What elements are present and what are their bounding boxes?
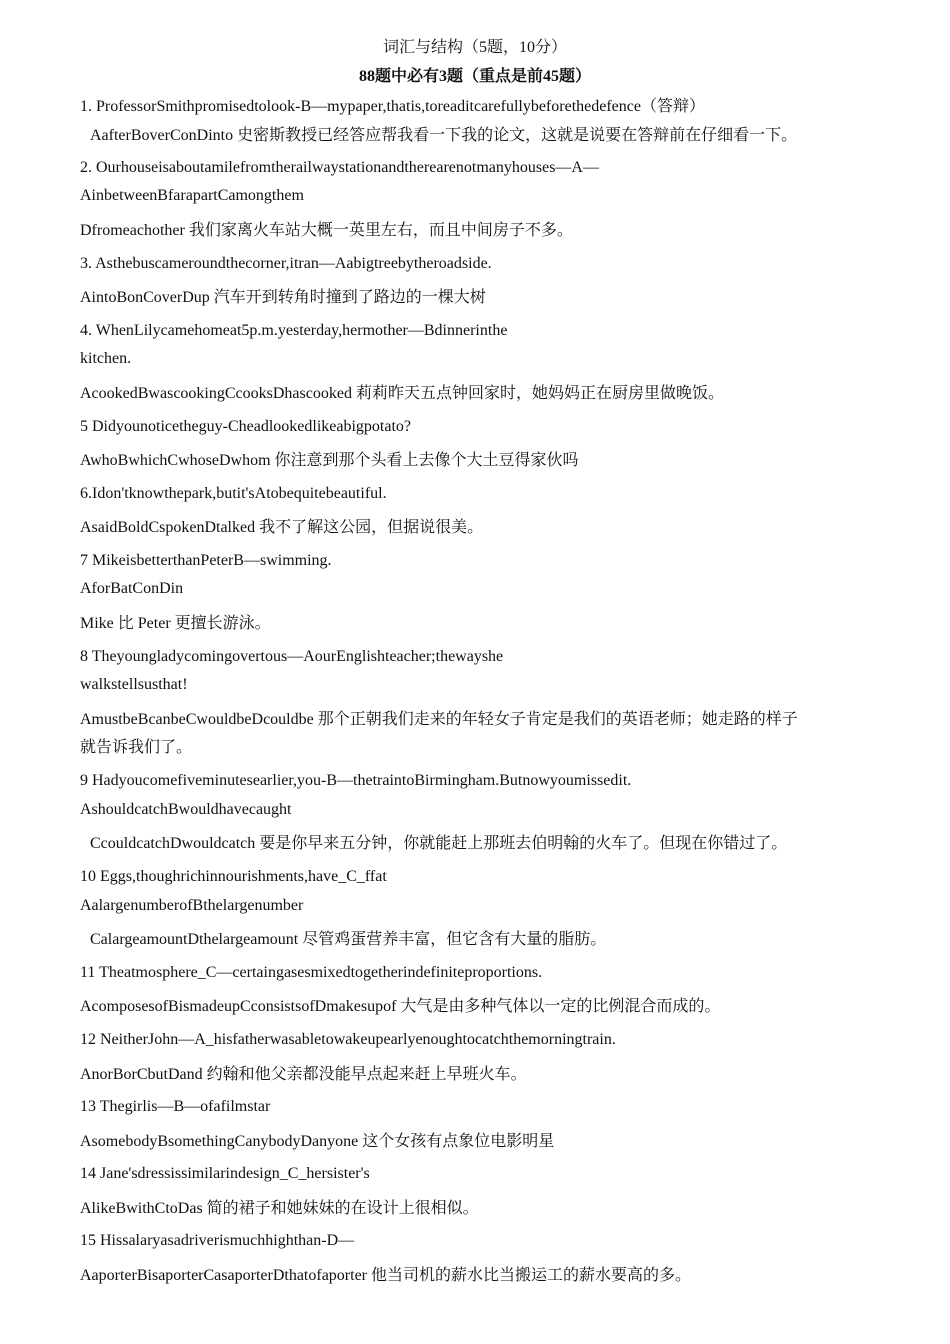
question-4: 4. WhenLilycamehomeat5p.m.yesterday,hermother—Bdinnerinthe — [80, 322, 508, 339]
page-subtitle: 88题中必有3题（重点是前45题） — [358, 68, 591, 85]
question-9: 9 Hadyoucomefiveminutesearlier,you-B—thetraintoBirmingham.Butnowyoumissedit. — [80, 772, 632, 789]
question-11: 11 Theatmosphere_C—certaingasesmixedtogetherindefiniteproportions. — [80, 964, 543, 981]
question-5: 5 Didyounoticetheguy-Cheadlookedlikeabigpotato? — [80, 418, 412, 435]
options-6: AsaidBoldCspokenDtalked 我不了解这公园，但据说很美。 — [80, 519, 484, 536]
options-5: AwhoBwhichCwhoseDwhom 你注意到那个头看上去像个大土豆得家伙吗 — [80, 452, 579, 469]
question-10: 10 Eggs,thoughrichinnourishments,have_C_ffat — [80, 868, 387, 885]
question-13: 13 Thegirlis—B—ofafilmstar — [80, 1098, 271, 1115]
options-2a: AinbetweenBfarapartCamongthem — [80, 187, 304, 204]
options-13: AsomebodyBsomethingCanybodyDanyone 这个女孩有点象位电影明星 — [80, 1133, 555, 1150]
question-7: 7 MikeisbetterthanPeterB—swimming. — [80, 552, 332, 569]
options-4: AcookedBwascookingCcooksDhascooked 莉莉昨天五点钟回家时，她妈妈正在厨房里做晚饭。 — [80, 385, 724, 402]
question-2: 2. Ourhouseisaboutamilefromtherailwaystationandtherearenotmanyhouses—A— — [80, 159, 599, 176]
options-10b: CalargeamountDthelargeamount 尽管鸡蛋营养丰富，但它含有大量的脂肪。 — [90, 931, 607, 948]
options-12: AnorBorCbutDand 约翰和他父亲都没能早点起来赶上早班火车。 — [80, 1066, 527, 1083]
options-2b: Dfromeachother 我们家离火车站大概一英里左右，而且中间房子不多。 — [80, 222, 573, 239]
question-6: 6.Idon'tknowthepark,butit'sAtobequitebeautiful. — [80, 485, 387, 502]
options-15: AaporterBisaporterCasaporterDthatofaporter 他当司机的薪水比当搬运工的薪水要高的多。 — [80, 1267, 691, 1284]
question-1: 1. ProfessorSmithpromisedtolook-B—mypaper,thatis,toreaditcarefullybeforethedefence（答辩） — [80, 98, 705, 115]
options-8: AmustbeBcanbeCwouldbeDcouldbe 那个正朝我们走来的年轻女子肯定是我们的英语老师；她走路的样子 — [80, 711, 798, 728]
options-10a: AalargenumberofBthelargenumber — [80, 897, 304, 914]
question-4-cont: kitchen. — [80, 350, 132, 367]
options-9b: CcouldcatchDwouldcatch 要是你早来五分钟，你就能赶上那班去伯明翰的火车了。但现在你错过了。 — [90, 835, 788, 852]
options-1: AafterBoverConDinto 史密斯教授已经答应帮我看一下我的论文，这就是说要在答辩前在仔细看一下。 — [90, 127, 798, 144]
options-8-cont: 就告诉我们了。 — [80, 739, 193, 756]
translation-7: Mike 比 Peter 更擅长游泳。 — [80, 615, 271, 632]
options-11: AcomposesofBismadeupCconsistsofDmakesupof 大气是由多种气体以一定的比例混合而成的。 — [80, 998, 721, 1015]
options-7: AforBatConDin — [80, 580, 184, 597]
question-14: 14 Jane'sdressissimilarindesign_C_hersister's — [80, 1165, 370, 1182]
question-8-cont: walkstellsusthat! — [80, 676, 188, 693]
options-9a: AshouldcatchBwouldhavecaught — [80, 801, 292, 818]
page-title: 词汇与结构（5题，10分） — [382, 39, 567, 56]
question-3: 3. Asthebuscameroundthecorner,itran—Aabigtreebytheroadside. — [80, 255, 492, 272]
question-8: 8 Theyoungladycomingovertous—AourEnglishteacher;thewayshe — [80, 648, 504, 665]
question-15: 15 Hissalaryasadriverismuchhighthan-D— — [80, 1232, 355, 1249]
options-3: AintoBonCoverDup 汽车开到转角时撞到了路边的一棵大树 — [80, 289, 486, 306]
question-12: 12 NeitherJohn—A_hisfatherwasabletowakeupearlyenoughtocatchthemorningtrain. — [80, 1031, 616, 1048]
options-14: AlikeBwithCtoDas 简的裙子和她妹妹的在设计上很相似。 — [80, 1200, 479, 1217]
